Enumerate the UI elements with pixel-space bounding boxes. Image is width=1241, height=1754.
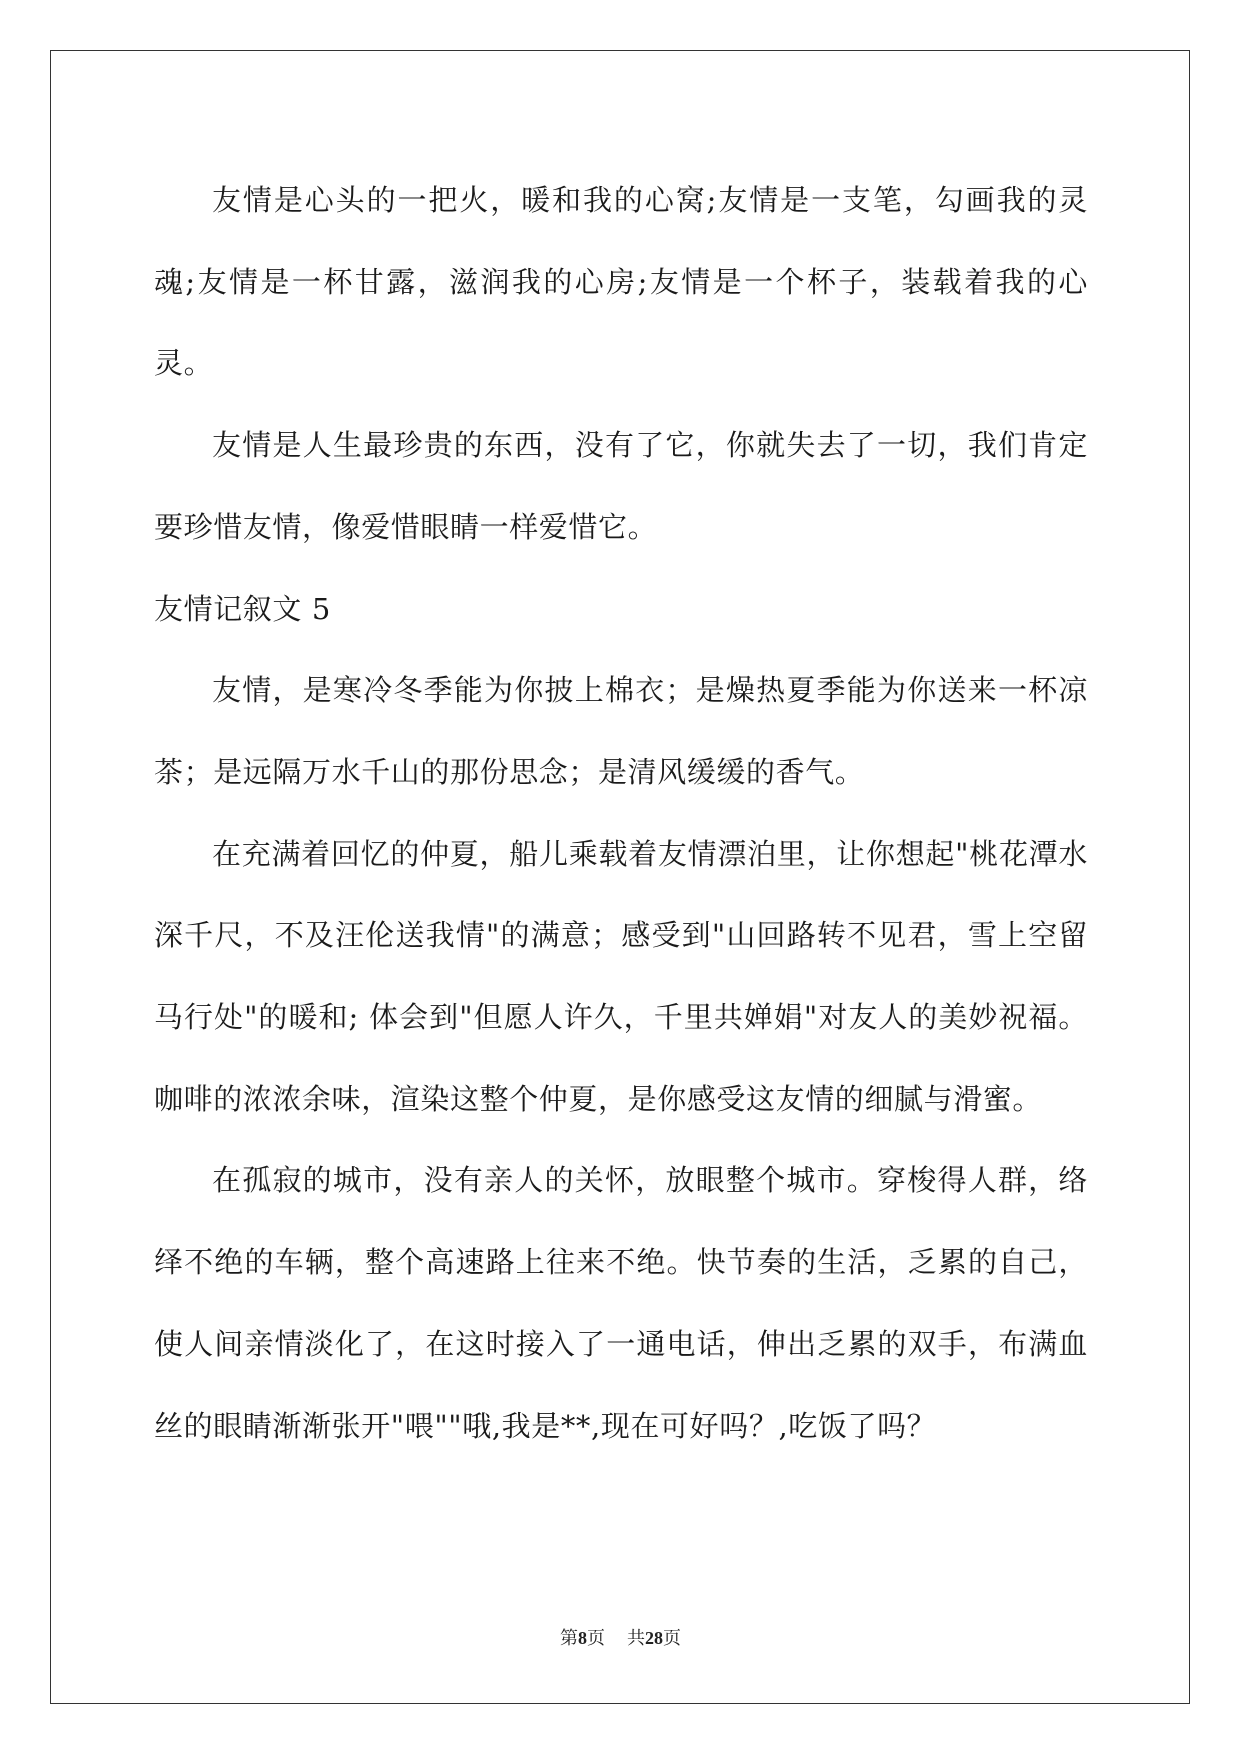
page-footer — [0, 1626, 1241, 1650]
paragraph-midsummer-memories: 在充满着回忆的仲夏，船儿乘载着友情漂泊里，让你想起"桃花潭水深千尺，不及汪伦送我情"的满意；感受到"山回路转不见君，雪上空留马行处"的暖和; 体会到"但愿人许久，千里共婵娟"对友人的美妙祝福。咖啡的浓浓余味，渲染这整个仲夏，是你感受这友情的细腻与滑蜜。 — [154, 836, 1088, 1116]
page-number: 8 — [578, 1628, 587, 1648]
total-suffix: 页 — [663, 1628, 681, 1648]
total-prefix: 共 — [627, 1628, 645, 1648]
document-body — [154, 160, 1088, 1467]
paragraph-friendship-seasons: 友情，是寒冷冬季能为你披上棉衣；是燥热夏季能为你送来一杯凉茶；是远隔万水千山的那份思念；是清风缓缓的香气。 — [154, 673, 1088, 789]
paragraph-lonely-city: 在孤寂的城市，没有亲人的关怀，放眼整个城市。穿梭得人群，络绎不绝的车辆，整个高速路上往来不绝。快节奏的生活，乏累的自己，使人间亲情淡化了，在这时接入了一通电话，伸出乏累的双手，布满血丝的眼睛渐渐张开"喂""哦,我是**,现在可好吗？,吃饭了吗？ — [154, 1163, 1088, 1443]
section-heading: 友情记叙文 5 — [154, 591, 331, 626]
paragraph-friendship-precious: 友情是人生最珍贵的东西，没有了它，你就失去了一切，我们肯定要珍惜友情，像爱惜眼睛一样爱惜它。 — [154, 428, 1088, 544]
page-prefix: 第 — [560, 1628, 578, 1648]
total-pages: 28 — [645, 1628, 663, 1648]
page-suffix: 页 — [587, 1628, 605, 1648]
paragraph-friendship-fire: 友情是心头的一把火，暖和我的心窝;友情是一支笔，勾画我的灵魂;友情是一杯甘露，滋润我的心房;友情是一个杯子，装载着我的心灵。 — [154, 183, 1088, 381]
